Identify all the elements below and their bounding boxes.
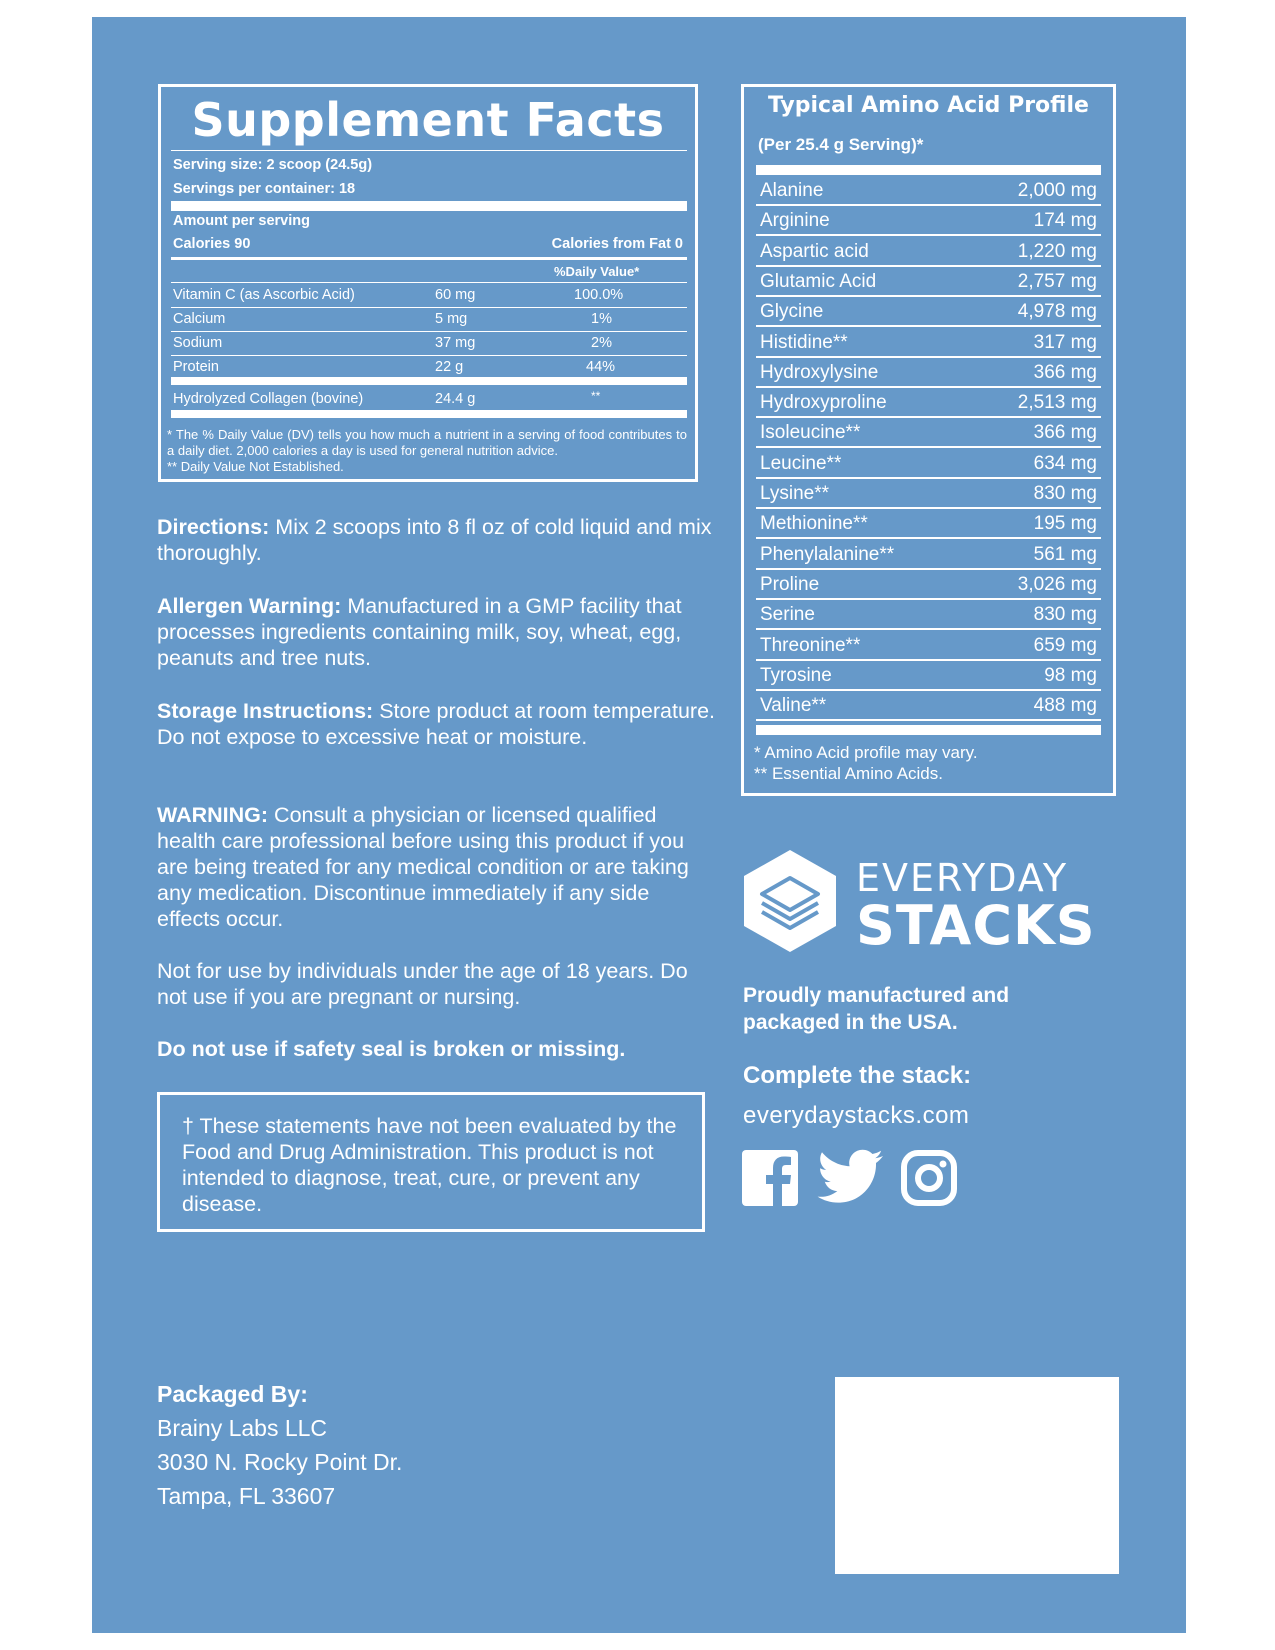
amino-name: Alanine <box>760 180 824 201</box>
amino-note-essential: ** Essential Amino Acids. <box>754 764 943 783</box>
amino-value: 98 mg <box>1044 664 1097 686</box>
amino-row <box>756 359 1101 388</box>
thick-divider <box>171 201 687 211</box>
amino-value: 174 mg <box>1033 210 1097 232</box>
amino-row <box>756 571 1101 600</box>
amino-name: Methionine** <box>760 513 868 535</box>
amino-value: 2,000 mg <box>1017 180 1097 201</box>
amino-name: Valine** <box>760 695 827 717</box>
thick-divider <box>171 410 687 418</box>
amino-value: 2,757 mg <box>1017 270 1097 292</box>
amino-name: Arginine <box>760 210 830 232</box>
packaged-label: Packaged By: <box>157 1381 308 1407</box>
amino-subtitle: (Per 25.4 g Serving)* <box>758 135 924 154</box>
directions-label: Directions: <box>157 515 270 539</box>
amino-value: 195 mg <box>1033 513 1097 535</box>
amino-row <box>756 692 1101 721</box>
divider <box>171 355 687 356</box>
brand-name-line1: EVERYDAY <box>856 856 1069 900</box>
amino-note-profile: * Amino Acid profile may vary. <box>754 743 978 762</box>
amino-row <box>756 207 1101 236</box>
thick-divider <box>171 377 687 385</box>
amino-value: 2,513 mg <box>1017 392 1097 414</box>
warning-text: Consult a physician or licensed qualified health care professional before using this product if you are being treated for any medical condition or are taking any medication. Discontinue immediately if any side effects occur. <box>157 803 689 931</box>
amino-value: 366 mg <box>1033 361 1097 383</box>
website-url[interactable]: everydaystacks.com <box>743 1102 970 1129</box>
amino-row <box>756 238 1101 267</box>
storage-label: Storage Instructions: <box>157 699 374 723</box>
brand-name-line2: STACKS <box>856 894 1096 957</box>
amino-value: 3,026 mg <box>1017 573 1097 595</box>
made-in-usa: Proudly manufactured and packaged in the USA. <box>743 984 1010 1034</box>
seal-notice: Do not use if safety seal is broken or missing. <box>157 1037 626 1061</box>
nutrient-name: Hydrolyzed Collagen (bovine) <box>173 391 364 407</box>
instagram-icon[interactable] <box>899 1148 959 1208</box>
amino-name: Leucine** <box>760 452 842 474</box>
amino-name: Histidine** <box>760 331 848 353</box>
storage-text: Store product at room temperature. Do not expose to excessive heat or moisture. <box>157 699 715 749</box>
amino-value: 830 mg <box>1033 604 1097 626</box>
street-address: 3030 N. Rocky Point Dr. <box>157 1449 403 1475</box>
amount-per-serving: Amount per serving <box>173 213 310 229</box>
amino-name: Hydroxylysine <box>760 361 879 383</box>
nutrient-amount: 37 mg <box>435 335 476 351</box>
nutrient-name: Protein <box>173 359 219 375</box>
calories: Calories 90 <box>173 236 251 252</box>
thick-divider <box>756 725 1101 735</box>
allergen-label: Allergen Warning: <box>157 594 342 618</box>
divider <box>171 257 687 260</box>
nutrient-amount: 22 g <box>435 359 464 375</box>
amino-name: Hydroxyproline <box>760 392 887 414</box>
allergen-warning <box>157 593 717 671</box>
amino-row <box>756 268 1101 297</box>
divider <box>171 282 687 283</box>
amino-row <box>756 510 1101 539</box>
divider <box>171 150 687 151</box>
dv-not-established-footnote: ** Daily Value Not Established. <box>167 459 344 474</box>
packaged-by <box>157 1377 402 1513</box>
amino-row <box>756 632 1101 661</box>
amino-value: 317 mg <box>1033 331 1097 353</box>
amino-row <box>756 389 1101 418</box>
amino-name: Lysine** <box>760 483 830 504</box>
amino-row <box>756 177 1101 206</box>
amino-value: 561 mg <box>1033 543 1097 565</box>
complete-the-stack: Complete the stack: <box>743 1062 972 1089</box>
amino-name: Phenylalanine** <box>760 543 895 565</box>
amino-notes <box>754 742 978 784</box>
amino-value: 488 mg <box>1033 695 1097 717</box>
nutrient-dv: 44% <box>586 359 616 375</box>
amino-name: Threonine** <box>760 634 861 656</box>
amino-acid-profile-box <box>741 84 1116 796</box>
amino-value: 634 mg <box>1033 452 1097 474</box>
amino-name: Glycine <box>760 301 824 323</box>
amino-row <box>756 601 1101 630</box>
fda-disclaimer: † These statements have not been evaluated by the Food and Drug Administration. This product is not intended to diagnose, treat, cure, or prevent any disease. <box>182 1114 677 1216</box>
nutrient-amount: 5 mg <box>435 311 468 327</box>
amino-row <box>756 480 1101 509</box>
calories-from-fat: Calories from Fat 0 <box>551 236 683 252</box>
serving-size: Serving size: 2 scoop (24.5g) <box>173 157 373 173</box>
amino-name: Serine <box>760 604 815 626</box>
amino-value: 366 mg <box>1033 422 1097 444</box>
warning-label: WARNING: <box>157 803 269 827</box>
amino-name: Aspartic acid <box>760 240 869 262</box>
twitter-icon[interactable] <box>815 1148 885 1208</box>
amino-row <box>756 298 1101 327</box>
amino-name: Glutamic Acid <box>760 270 877 292</box>
amino-row <box>756 450 1101 479</box>
nutrient-dv: ** <box>591 389 601 403</box>
age-notice: Not for use by individuals under the age of 18 years. Do not use if you are pregnant or nursing. <box>157 959 688 1009</box>
supplement-facts-box <box>158 84 698 482</box>
warning <box>157 802 717 932</box>
city-state-zip: Tampa, FL 33607 <box>157 1483 336 1509</box>
amino-row <box>756 329 1101 358</box>
layers-logo-icon <box>740 848 840 954</box>
amino-value: 830 mg <box>1033 483 1097 504</box>
amino-value: 4,978 mg <box>1017 301 1097 323</box>
divider <box>171 331 687 332</box>
directions <box>157 514 717 566</box>
daily-value-header: %Daily Value* <box>554 264 640 279</box>
amino-name: Tyrosine <box>760 664 832 686</box>
servings-per-container: Servings per container: 18 <box>173 181 356 197</box>
amino-value: 659 mg <box>1033 634 1097 656</box>
nutrient-name: Sodium <box>173 335 223 351</box>
nutrient-dv: 100.0% <box>574 287 624 303</box>
amino-name: Isoleucine** <box>760 422 861 444</box>
dv-footnote: * The % Daily Value (DV) tells you how much a nutrient in a serving of food contributes to a daily diet. 2,000 calories a day is used for general nutrition advice. <box>167 427 687 458</box>
fda-disclaimer-box <box>157 1092 705 1232</box>
amino-row <box>756 541 1101 570</box>
nutrient-name: Vitamin C (as Ascorbic Acid) <box>173 287 355 303</box>
facebook-icon[interactable] <box>740 1148 800 1208</box>
amino-title: Typical Amino Acid Profile <box>768 93 1089 118</box>
nutrient-amount: 24.4 g <box>435 391 476 407</box>
company-name: Brainy Labs LLC <box>157 1415 328 1441</box>
directions-text: Mix 2 scoops into 8 fl oz of cold liquid and mix thoroughly. <box>157 515 712 565</box>
amino-row <box>756 662 1101 691</box>
divider <box>171 307 687 308</box>
barcode-area <box>835 1377 1119 1574</box>
nutrient-name: Calcium <box>173 311 226 327</box>
allergen-text: Manufactured in a GMP facility that processes ingredients containing milk, soy, wheat, egg, peanuts and tree nuts. <box>157 594 682 670</box>
nutrient-amount: 60 mg <box>435 287 476 303</box>
amino-value: 1,220 mg <box>1017 240 1097 262</box>
amino-name: Proline <box>760 573 820 595</box>
nutrient-dv: 1% <box>591 311 612 327</box>
thick-divider <box>756 165 1101 175</box>
amino-row <box>756 419 1101 448</box>
supplement-footnotes <box>167 427 687 475</box>
storage-instructions <box>157 698 717 750</box>
nutrient-dv: 2% <box>591 335 612 351</box>
supplement-facts-title: Supplement Facts <box>191 93 665 147</box>
